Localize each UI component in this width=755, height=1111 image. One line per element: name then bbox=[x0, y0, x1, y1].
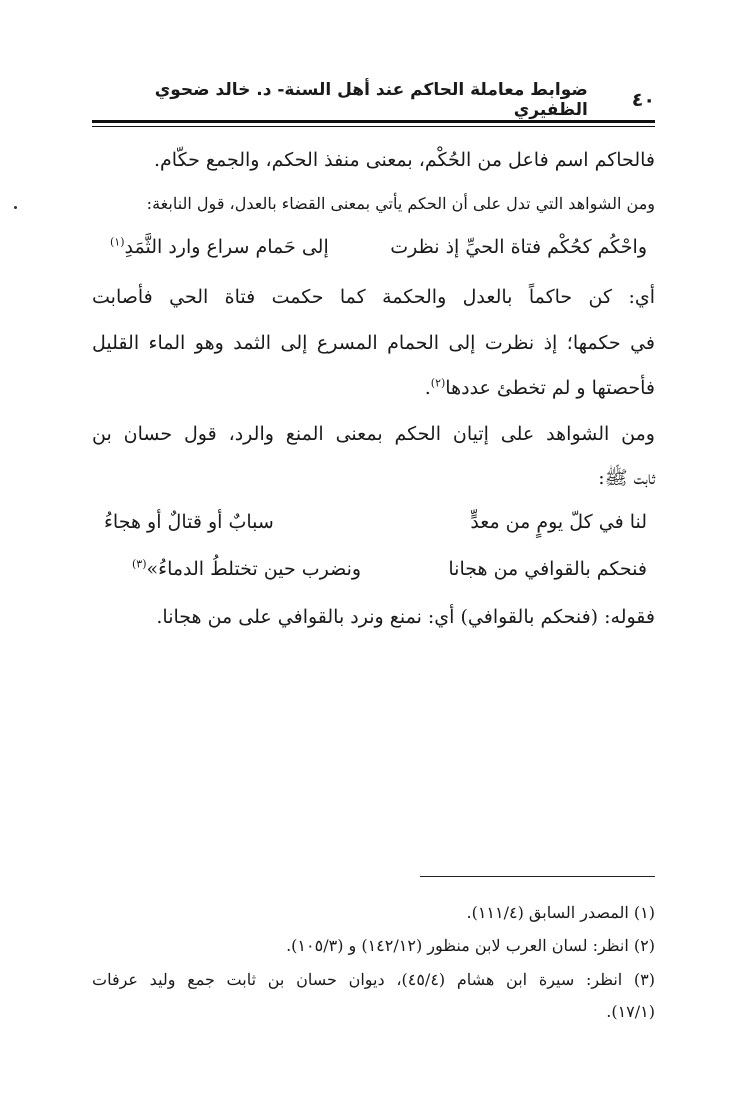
footnote-1: (١) المصدر السابق (١١١/٤). bbox=[466, 903, 655, 922]
verse-1-second-hemistich: إلى حَمام سراع وارد الثَّمَدِ$^{(١)}$ bbox=[110, 235, 329, 258]
footnote-separator bbox=[420, 876, 655, 877]
paragraph-3-line-3: فأحصتها و لم تخطئ عددها$^{(٢)}$. bbox=[424, 376, 655, 399]
paragraph-3-line-1: أي: كن حاكماً بالعدل والحكمة كما حكمت فتاة الحي فأصابت bbox=[92, 286, 655, 308]
verse-3-first-hemistich: فنحكم بالقوافي من هجانا bbox=[448, 558, 647, 580]
footnote-3-line-2: (١٧/١). bbox=[606, 1002, 655, 1021]
verse-3-second-hemistich: ونضرب حين تختلطُ الدماءُ»$^{(٣)}$ bbox=[132, 557, 362, 580]
paragraph-5: فقوله: (فنحكم بالقوافي) أي: نمنع ونرد بالقوافي على من هجانا. bbox=[156, 606, 655, 628]
verse-1 bbox=[92, 227, 655, 267]
footnote-marker-2: (٢) bbox=[430, 376, 446, 390]
paragraph-2: ومن الشواهد التي تدل على أن الحكم يأتي بمعنى القضاء بالعدل، قول النابغة: bbox=[146, 194, 655, 213]
verse-2 bbox=[92, 502, 655, 542]
footnote-3-line-1: (٣) انظر: سيرة ابن هشام (٤٥/٤)، ديوان حسان بن ثابت جمع وليد عرفات bbox=[92, 970, 656, 989]
running-title: ضوابط معاملة الحاكم عند أهل السنة- د. خالد ضحوي الظفيري bbox=[154, 80, 588, 120]
paragraph-1: فالحاكم اسم فاعل من الحُكْم، بمعنى منفذ الحكم، والجمع حكّام. bbox=[154, 149, 655, 171]
footnote-marker-1: (١) bbox=[110, 235, 125, 249]
paragraph-4-line-2: ثابت ﷺ: bbox=[598, 467, 655, 489]
verse-1-first-hemistich: واحْكُم كحُكْم فتاة الحيِّ إذ نظرت bbox=[390, 236, 647, 258]
running-header bbox=[92, 80, 655, 120]
page-number: ٤٠ bbox=[631, 89, 655, 111]
footnote-2: (٢) انظر: لسان العرب لابن منظور (١٤٢/١٢) و (١٠٥/٣). bbox=[286, 936, 655, 955]
footnote-marker-3: (٣) bbox=[132, 557, 147, 571]
header-rule-thin bbox=[92, 126, 655, 127]
verse-2-first-hemistich: لنا في كلّ يومٍ من معدٍّ bbox=[470, 511, 647, 533]
verse-3 bbox=[92, 549, 655, 589]
header-rule-thick bbox=[92, 120, 655, 123]
scan-speck bbox=[14, 206, 17, 209]
paragraph-4-line-1: ومن الشواهد على إتيان الحكم بمعنى المنع والرد، قول حسان بن bbox=[92, 423, 655, 445]
verse-2-second-hemistich: سبابٌ أو قتالٌ أو هجاءُ bbox=[104, 511, 274, 533]
paragraph-3-line-2: في حكمها؛ إذ نظرت إلى الحمام المسرع إلى الثمد وهو الماء القليل bbox=[92, 332, 655, 354]
